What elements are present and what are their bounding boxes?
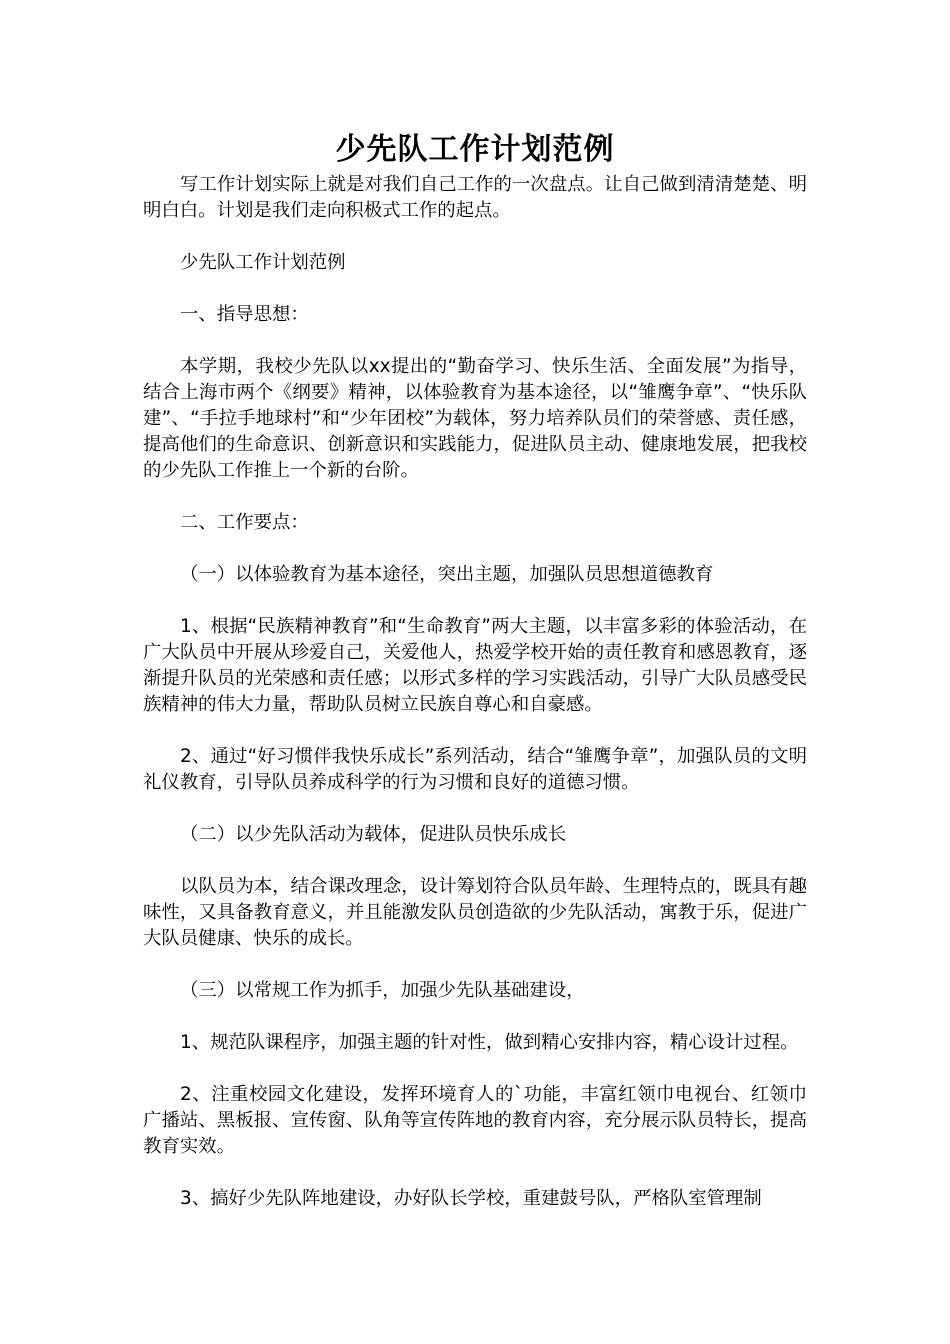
subsection-heading-2: （二）以少先队活动为载体，促进队员快乐成长 [180,824,567,845]
body-paragraph: 1、规范队课程序，加强主题的针对性，做到精心安排内容，精心设计过程。 [180,1032,799,1053]
body-paragraph: 2、注重校园文化建设，发挥环境育人的`功能，丰富红领巾电视台、红领巾广播站、黑板报、宣传窗、队角等宣传阵地的教育内容，充分展示队员特长，提高教育实效。 [143,1084,807,1157]
body-paragraph: 2、通过“好习惯伴我快乐成长”系列活动，结合“雏鹰争章”，加强队员的文明礼仪教育，引导队员养成科学的行为习惯和良好的道德习惯。 [143,746,807,793]
subtitle-paragraph: 少先队工作计划范例 [180,252,346,273]
section-heading-guiding-ideology: 一、指导思想： [180,304,309,325]
body-paragraph: 以队员为本，结合课改理念，设计筹划符合队员年龄、生理特点的，既具有趣味性，又具备教育意义，并且能激发队员创造欲的少先队活动，寓教于乐，促进广大队员健康、快乐的成长。 [143,876,807,949]
subsection-heading-1: （一）以体验教育为基本途径，突出主题，加强队员思想道德教育 [180,564,714,585]
subsection-heading-3: （三）以常规工作为抓手，加强少先队基础建设， [180,980,585,1001]
body-paragraph: 3、搞好少先队阵地建设，办好队长学校，重建鼓号队，严格队室管理制 [180,1188,762,1209]
body-paragraph: 1、根据“民族精神教育”和“生命教育”两大主题，以丰富多彩的体验活动，在广大队员中开展从珍爱自己，关爱他人，热爱学校开始的责任教育和感恩教育，逐渐提升队员的光荣感和责任感；以形式多样的学习实践活动，引导广大队员感受民族精神的伟大力量，帮助队员树立民族自尊心和自豪感。 [143,616,807,715]
document-title: 少先队工作计划范例 [335,132,615,167]
section-heading-work-points: 二、工作要点： [180,512,309,533]
intro-paragraph: 写工作计划实际上就是对我们自己工作的一次盘点。让自己做到清清楚楚、明明白白。计划是我们走向积极式工作的起点。 [143,174,807,221]
document-body [143,128,807,1238]
body-paragraph: 本学期，我校少先队以xx提出的“勤奋学习、快乐生活、全面发展”为指导，结合上海市两个《纲要》精神，以体验教育为基本途径，以“雏鹰争章”、“快乐队建”、“手拉手地球村”和“少年团校”为载体，努力培养队员们的荣誉感、责任感，提高他们的生命意识、创新意识和实践能力，促进队员主动、健康地发展，把我校的少先队工作推上一个新的台阶。 [143,356,807,481]
